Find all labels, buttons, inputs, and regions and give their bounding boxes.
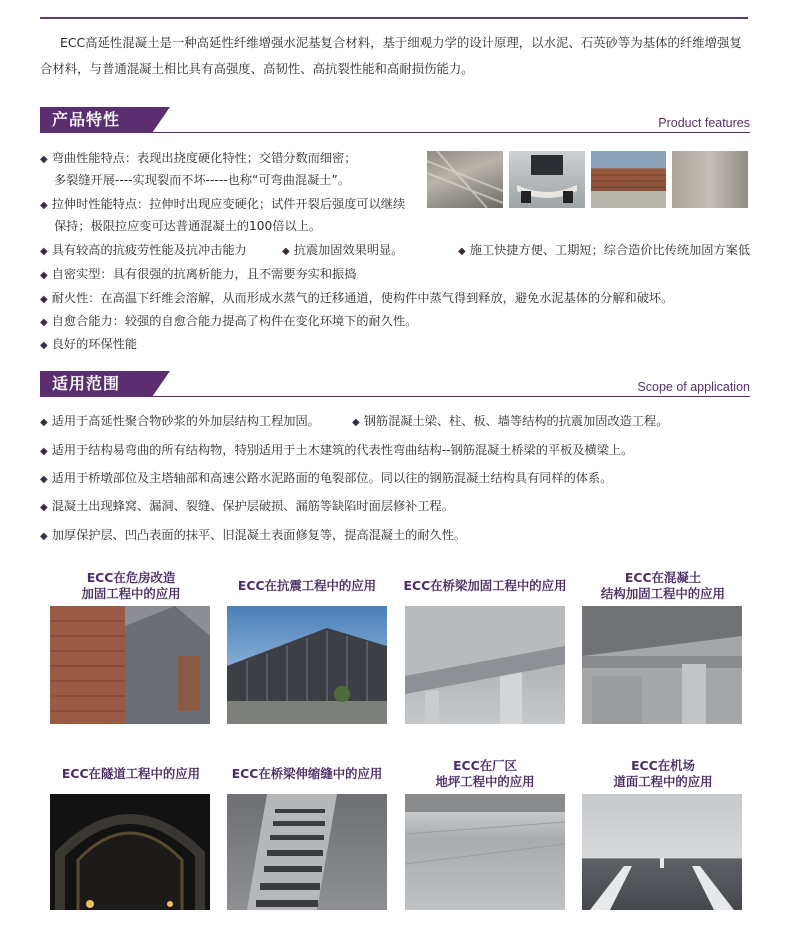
diamond-bullet-icon: ◆ <box>40 531 48 542</box>
diamond-bullet-icon: ◆ <box>40 200 48 211</box>
diamond-bullet-icon: ◆ <box>458 246 466 257</box>
diamond-bullet-icon: ◆ <box>282 246 290 257</box>
scope-item: ◆ 适用于高延性聚合物砂浆的外加层结构工程加固。 <box>40 414 320 428</box>
scope-item: ◆ 适用于结构易弯曲的所有结构物，特别适用于土木建筑的代表性弯曲结构--钢筋混凝土桥梁的平板及横梁上。 <box>40 443 634 457</box>
gallery-photo-airport-runway <box>582 794 742 910</box>
gallery-caption: ECC在危房改造 加固工程中的应用 <box>81 570 181 601</box>
feature-item: ◆ 良好的环保性能 <box>40 337 138 351</box>
gallery-caption: ECC在桥梁加固工程中的应用 <box>403 578 567 593</box>
feature-item: ◆ 施工快捷方便、工期短；综合造价比传统加固方案低 <box>458 243 751 257</box>
gallery-caption: ECC在抗震工程中的应用 <box>237 578 377 593</box>
scope-header-line <box>40 396 750 398</box>
feature-item: ◆ 具有较高的抗疲劳性能及抗冲击能力 <box>40 243 247 257</box>
diamond-bullet-icon: ◆ <box>40 502 48 513</box>
feature-item-cont: 保持；极限拉应变可达普通混凝土的100倍以上。 <box>54 219 322 233</box>
scope-header <box>40 371 750 397</box>
feature-item: ◆ 弯曲性能特点：表现出挠度硬化特性；交错分数而细密； <box>40 151 357 165</box>
feature-item: ◆ 拉伸时性能特点：拉伸时出现应变硬化；试件开裂后强度可以继续 <box>40 197 406 211</box>
gallery-caption: ECC在机场 道面工程中的应用 <box>613 758 713 789</box>
feature-item: ◆ 耐火性：在高温下纤维会溶解，从而形成水蒸气的迁移通道，使构件中蒸气得到释放，避免水泥基体的分解和破坏。 <box>40 291 674 305</box>
features-title: 产品特性 <box>40 107 152 133</box>
gallery-caption: ECC在隧道工程中的应用 <box>61 766 201 781</box>
gallery-photo-factory-floor <box>405 794 565 910</box>
intro-paragraph: ECC高延性混凝土是一种高延性纤维增强水泥基复合材料，基于细观力学的设计原理，以水泥、石英砂等为基体的纤维增强复合材料，与普通混凝土相比具有高强度、高韧性、高抗裂性能和高耐损伤能力。 <box>40 35 742 76</box>
diamond-bullet-icon: ◆ <box>40 294 48 305</box>
gallery-photo-old-house <box>50 606 210 724</box>
gallery-caption: ECC在混凝土 结构加固工程中的应用 <box>601 570 725 601</box>
gallery-photo-expansion-joint <box>227 794 387 910</box>
scope-title: 适用范围 <box>40 371 152 397</box>
features-header-line <box>40 132 750 134</box>
gallery-photo-bridge-underside <box>405 606 565 724</box>
feature-item-cont: 多裂缝开展----实现裂而不坏-----也称“可弯曲混凝土”。 <box>54 173 350 187</box>
feature-photo-casting <box>427 151 503 208</box>
gallery-caption: ECC在厂区 地坪工程中的应用 <box>435 758 535 789</box>
feature-photo-brick-wall <box>591 151 666 208</box>
diamond-bullet-icon: ◆ <box>40 317 48 328</box>
diamond-bullet-icon: ◆ <box>40 246 48 257</box>
scope-item: ◆ 加厚保护层、凹凸表面的抹平、旧混凝土表面修复等，提高混凝土的耐久性。 <box>40 528 467 542</box>
scope-item: ◆ 钢筋混凝土梁、柱、板、墙等结构的抗震加固改造工程。 <box>352 414 669 428</box>
diamond-bullet-icon: ◆ <box>40 340 48 351</box>
feature-item: ◆ 自愈合能力：较强的自愈合能力提高了构件在变化环境下的耐久性。 <box>40 314 418 328</box>
diamond-bullet-icon: ◆ <box>40 154 48 165</box>
diamond-bullet-icon: ◆ <box>40 446 48 457</box>
top-divider <box>40 17 748 19</box>
diamond-bullet-icon: ◆ <box>352 417 360 428</box>
gallery-photo-tunnel <box>50 794 210 910</box>
gallery-caption: ECC在桥梁伸缩缝中的应用 <box>231 766 383 781</box>
feature-item: ◆ 自密实型：具有很强的抗离析能力，且不需要夯实和振捣 <box>40 267 357 281</box>
gallery-photo-concrete-structure <box>582 606 742 724</box>
diamond-bullet-icon: ◆ <box>40 474 48 485</box>
diamond-bullet-icon: ◆ <box>40 417 48 428</box>
scope-title-en: Scope of application <box>637 380 750 394</box>
feature-photo-bending-test <box>509 151 585 208</box>
feature-item: ◆ 抗震加固效果明显。 <box>282 243 404 257</box>
gallery-photo-building <box>227 606 387 724</box>
features-title-en: Product features <box>658 116 750 130</box>
scope-item: ◆ 混凝土出现蜂窝、漏洞、裂缝、保护层破损、漏筋等缺陷时面层修补工程。 <box>40 499 454 513</box>
features-header <box>40 107 750 133</box>
feature-photo-concrete-wall <box>672 151 748 208</box>
scope-item: ◆ 适用于桥墩部位及主塔轴部和高速公路水泥路面的龟裂部位。同以往的钢筋混凝土结构具有同样的体系。 <box>40 471 613 485</box>
diamond-bullet-icon: ◆ <box>40 270 48 281</box>
